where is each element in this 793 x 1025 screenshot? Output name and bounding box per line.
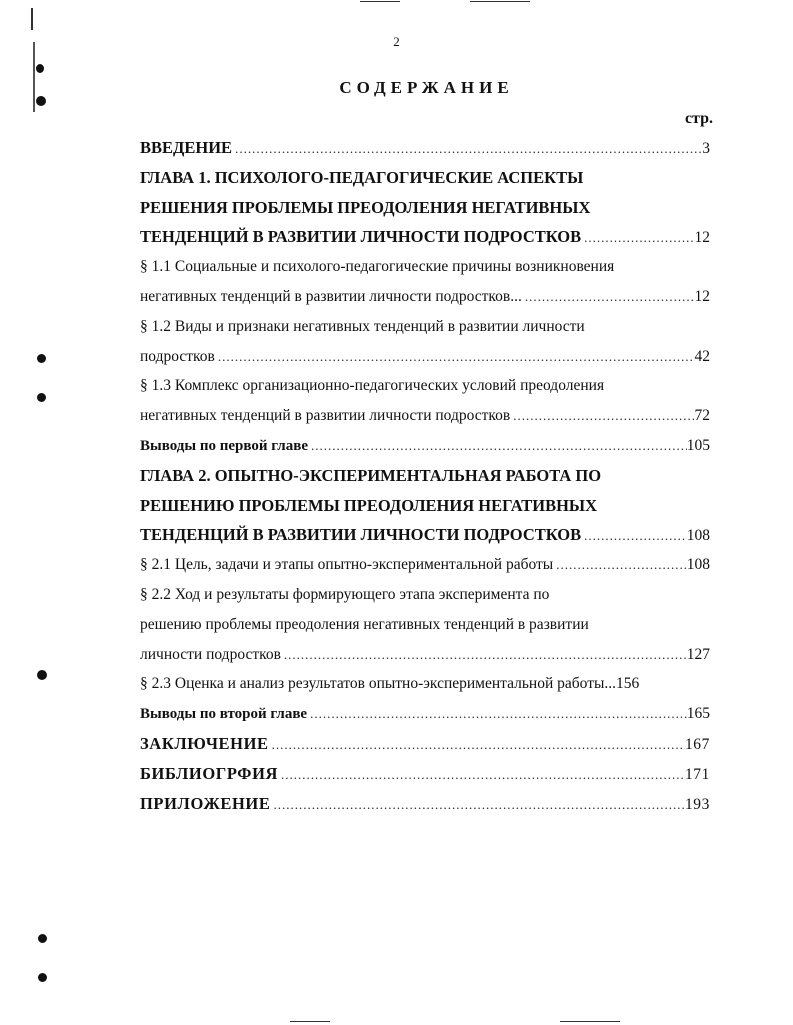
table-of-contents bbox=[140, 133, 710, 818]
toc-entry-text: негативных тенденций в развитии личности подростков bbox=[140, 407, 511, 425]
toc-entry-text: ЗАКЛЮЧЕНИЕ bbox=[140, 733, 269, 753]
scan-edge-line bbox=[31, 8, 33, 30]
toc-entry-text: ВВЕДЕНИЕ bbox=[140, 138, 233, 157]
binder-hole-mark bbox=[37, 393, 46, 402]
toc-entry bbox=[140, 669, 710, 699]
toc-entry bbox=[140, 312, 710, 342]
dot-leader bbox=[232, 134, 702, 164]
dot-leader bbox=[308, 431, 687, 461]
scan-edge-line bbox=[33, 42, 35, 112]
toc-entry bbox=[140, 550, 710, 580]
toc-entry bbox=[140, 699, 710, 729]
toc-entry-text: Выводы по первой главе bbox=[140, 437, 308, 454]
toc-entry-text: подростков bbox=[140, 347, 215, 365]
toc-entry-text: ТЕНДЕНЦИЙ В РАЗВИТИИ ЛИЧНОСТИ ПОДРОСТКОВ bbox=[140, 525, 582, 545]
toc-entry bbox=[140, 759, 710, 789]
toc-entry-page: 3 bbox=[702, 140, 710, 157]
toc-entry-text: ГЛАВА 2. ОПЫТНО-ЭКСПЕРИМЕНТАЛЬНАЯ РАБОТА ПО bbox=[140, 465, 602, 485]
toc-entry bbox=[140, 610, 710, 640]
toc-entry bbox=[140, 252, 710, 282]
page-number: 2 bbox=[393, 34, 400, 49]
toc-entry-page: 165 bbox=[686, 705, 710, 723]
dot-leader bbox=[278, 760, 685, 790]
toc-entry-text: § 2.3 Оценка и анализ результатов опытно-экспериментальной работы... bbox=[140, 675, 617, 693]
toc-entry bbox=[140, 401, 710, 431]
dot-leader bbox=[307, 699, 687, 729]
dot-leader bbox=[281, 640, 687, 670]
dot-leader bbox=[215, 342, 695, 372]
toc-entry-page: 12 bbox=[694, 229, 710, 247]
toc-entry bbox=[140, 371, 710, 401]
binder-hole-mark bbox=[36, 64, 44, 73]
toc-entry-page: 127 bbox=[686, 645, 710, 663]
toc-entry-page: 171 bbox=[684, 765, 710, 783]
toc-entry bbox=[140, 282, 710, 312]
scan-edge-line bbox=[360, 1, 400, 2]
toc-entry-text: § 2.1 Цель, задачи и этапы опытно-экспериментальной работы bbox=[140, 556, 554, 574]
binder-hole-mark bbox=[37, 354, 46, 363]
toc-entry-text: § 2.2 Ход и результаты формирующего этапа эксперимента по bbox=[140, 585, 550, 603]
toc-entry-page: 108 bbox=[686, 527, 710, 545]
binder-hole-mark bbox=[37, 670, 47, 680]
toc-entry bbox=[140, 342, 710, 372]
toc-entry bbox=[140, 461, 710, 491]
toc-entry-text: решению проблемы преодоления негативных тенденций в развитии bbox=[140, 615, 589, 633]
toc-entry-text: ПРИЛОЖЕНИЕ bbox=[140, 793, 271, 813]
toc-entry-text: личности подростков bbox=[140, 645, 281, 663]
toc-entry bbox=[140, 729, 710, 759]
toc-entry-text: БИБЛИОГРФИЯ bbox=[140, 763, 279, 783]
toc-entry-text: РЕШЕНИЯ ПРОБЛЕМЫ ПРЕОДОЛЕНИЯ НЕГАТИВНЫХ bbox=[140, 197, 591, 217]
dot-leader bbox=[553, 550, 687, 580]
toc-entry-page: 108 bbox=[686, 556, 710, 574]
scan-edge-line bbox=[470, 1, 530, 2]
dot-leader bbox=[270, 790, 684, 820]
toc-entry bbox=[140, 163, 710, 193]
dot-leader bbox=[510, 401, 694, 431]
toc-entry bbox=[140, 520, 710, 550]
dot-leader bbox=[269, 730, 685, 760]
dot-leader bbox=[581, 521, 687, 551]
toc-entry-text: ГЛАВА 1. ПСИХОЛОГО-ПЕДАГОГИЧЕСКИЕ АСПЕКТЫ bbox=[140, 167, 584, 187]
toc-entry-text: § 1.2 Виды и признаки негативных тенденций в развитии личности bbox=[140, 317, 585, 335]
page-title: СОДЕРЖАНИЕ bbox=[339, 78, 514, 97]
toc-entry-text: РЕШЕНИЮ ПРОБЛЕМЫ ПРЕОДОЛЕНИЯ НЕГАТИВНЫХ bbox=[140, 495, 598, 515]
toc-entry-page: 193 bbox=[684, 795, 710, 813]
binder-hole-mark bbox=[38, 934, 47, 943]
toc-entry bbox=[140, 491, 710, 521]
toc-entry bbox=[140, 580, 710, 610]
scan-edge-line bbox=[290, 1021, 330, 1022]
page-column-label: стр. bbox=[684, 110, 713, 127]
toc-entry-page: 156 bbox=[616, 675, 640, 693]
toc-entry-page: 167 bbox=[684, 735, 710, 753]
toc-entry bbox=[140, 789, 710, 819]
toc-entry-text: § 1.1 Социальные и психолого-педагогические причины возникновения bbox=[140, 258, 615, 276]
toc-entry-text: негативных тенденций в развитии личности подростков... bbox=[140, 287, 522, 305]
toc-entry-text: Выводы по второй главе bbox=[140, 706, 308, 723]
toc-entry bbox=[140, 222, 710, 252]
dot-leader bbox=[581, 223, 694, 253]
toc-entry-page: 42 bbox=[694, 347, 710, 365]
toc-entry bbox=[140, 193, 710, 223]
toc-entry-page: 105 bbox=[686, 436, 710, 454]
toc-entry-text: § 1.3 Комплекс организационно-педагогических условий преодоления bbox=[140, 377, 605, 395]
scan-edge-line bbox=[560, 1021, 620, 1022]
toc-entry-page: 12 bbox=[694, 287, 710, 305]
toc-entry-text: ТЕНДЕНЦИЙ В РАЗВИТИИ ЛИЧНОСТИ ПОДРОСТКОВ bbox=[140, 227, 582, 247]
toc-entry bbox=[140, 133, 710, 163]
toc-entry-page: 72 bbox=[694, 407, 710, 425]
toc-entry bbox=[140, 640, 710, 670]
dot-leader bbox=[522, 282, 695, 312]
toc-entry bbox=[140, 431, 710, 461]
binder-hole-mark bbox=[38, 973, 47, 982]
